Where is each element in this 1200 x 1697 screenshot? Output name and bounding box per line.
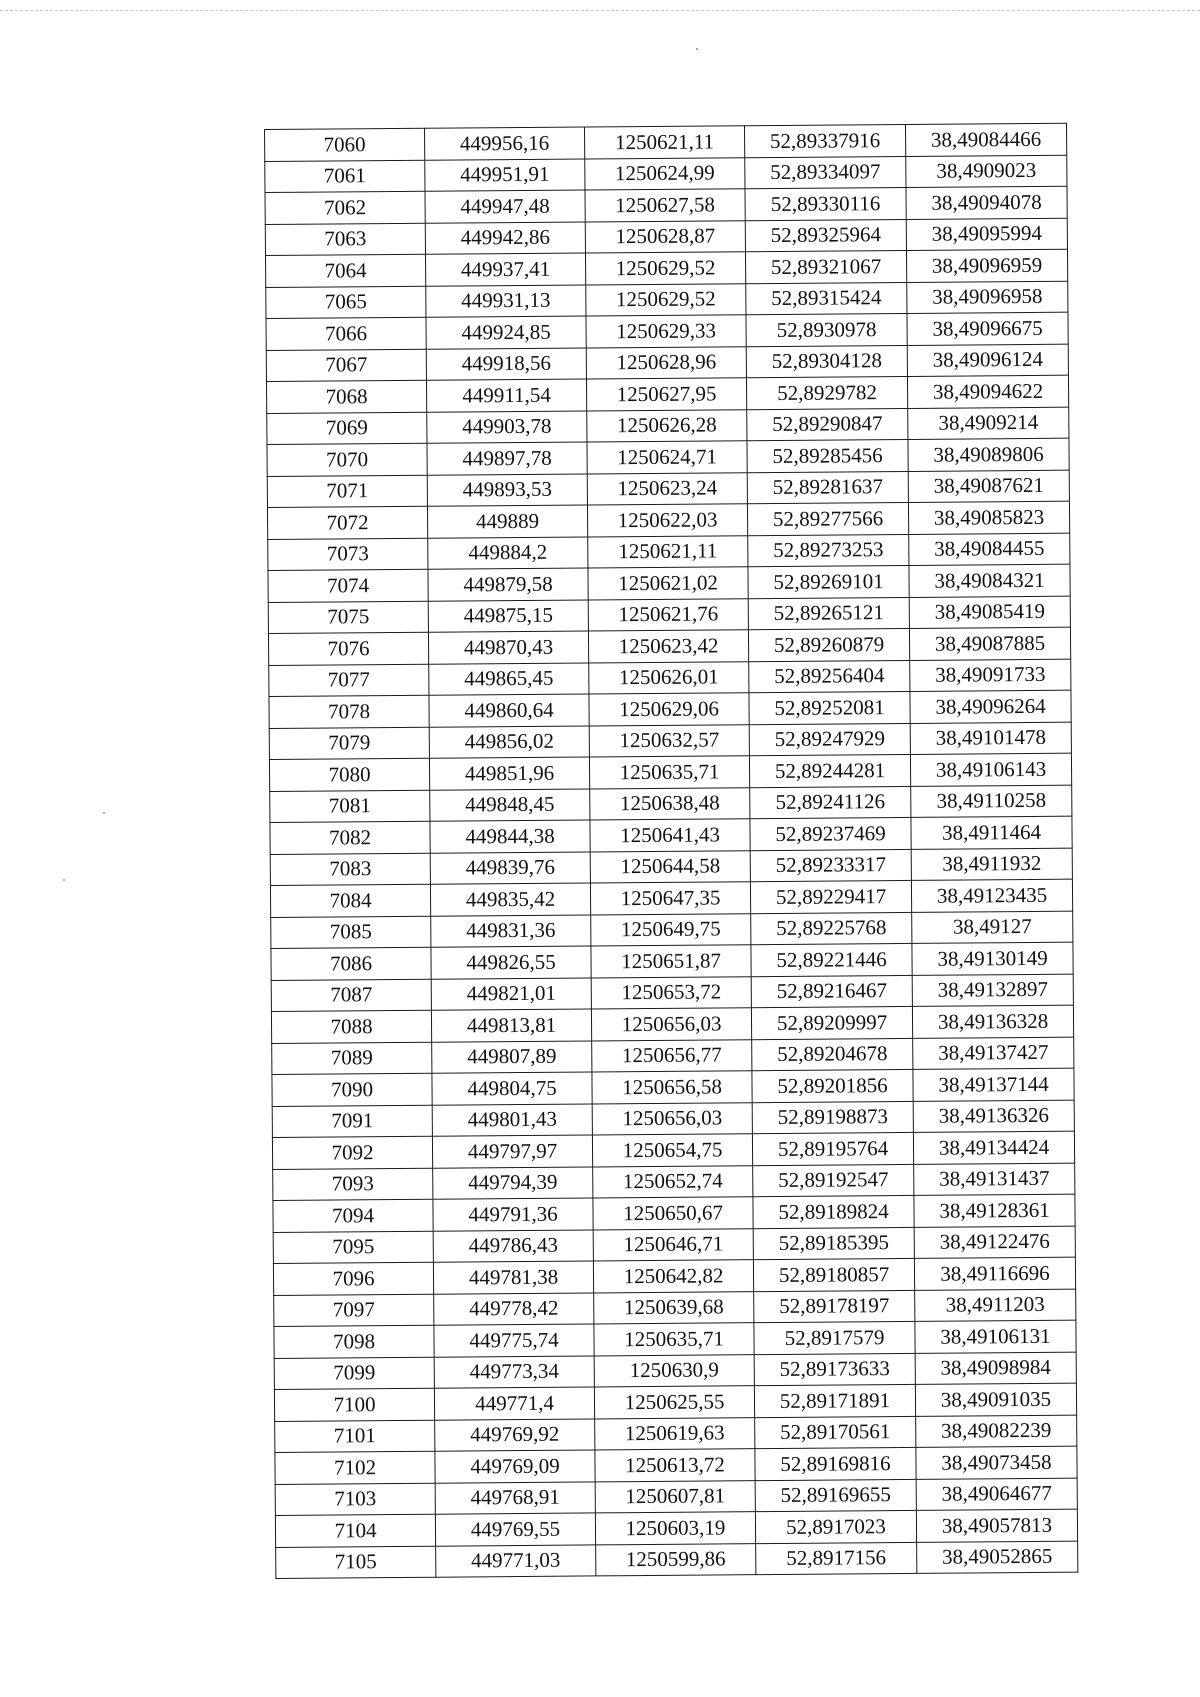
point-number-cell: 7105 [276,1546,436,1579]
y-coordinate-cell: 1250625,55 [594,1386,754,1419]
scan-speck [103,812,105,814]
y-coordinate-cell: 1250613,72 [595,1449,755,1482]
coordinates-table [264,123,1078,1579]
point-number-cell: 7068 [266,380,426,413]
x-coordinate-cell: 449884,2 [428,536,588,569]
latitude-cell: 52,89315424 [746,282,907,315]
y-coordinate-cell: 1250652,74 [593,1165,753,1198]
longitude-cell: 38,49137144 [913,1068,1074,1101]
latitude-cell: 52,89256404 [749,660,910,693]
x-coordinate-cell: 449791,36 [433,1198,593,1231]
longitude-cell: 38,49084321 [909,564,1070,597]
longitude-cell: 38,49089806 [908,438,1069,471]
longitude-cell: 38,49057813 [916,1509,1077,1542]
longitude-cell: 38,49084455 [909,533,1070,566]
latitude-cell: 52,89247929 [749,723,910,756]
latitude-cell: 52,89277566 [747,502,908,535]
latitude-cell: 52,89185395 [753,1227,914,1260]
y-coordinate-cell: 1250627,95 [586,378,746,411]
point-number-cell: 7076 [268,632,428,665]
y-coordinate-cell: 1250624,71 [587,441,747,474]
x-coordinate-cell: 449804,75 [432,1072,592,1105]
x-coordinate-cell: 449771,03 [436,1544,596,1577]
x-coordinate-cell: 449903,78 [427,410,587,443]
x-coordinate-cell: 449893,53 [427,473,587,506]
y-coordinate-cell: 1250621,02 [588,567,748,600]
x-coordinate-cell: 449937,41 [425,253,585,286]
latitude-cell: 52,89265121 [748,597,909,630]
latitude-cell: 52,89201856 [752,1069,913,1102]
longitude-cell: 38,49130149 [912,942,1073,975]
longitude-cell: 38,49064677 [916,1478,1077,1511]
y-coordinate-cell: 1250626,28 [587,409,747,442]
x-coordinate-cell: 449860,64 [429,694,589,727]
point-number-cell: 7083 [270,853,430,886]
y-coordinate-cell: 1250646,71 [593,1228,753,1261]
y-coordinate-cell: 1250621,76 [588,598,748,631]
longitude-cell: 38,49087885 [909,627,1070,660]
x-coordinate-cell: 449942,86 [425,221,585,254]
point-number-cell: 7060 [265,128,425,161]
y-coordinate-cell: 1250624,99 [585,157,745,190]
y-coordinate-cell: 1250656,03 [592,1102,752,1135]
longitude-cell: 38,49073458 [916,1446,1077,1479]
y-coordinate-cell: 1250650,67 [593,1197,753,1230]
x-coordinate-cell: 449773,34 [434,1355,594,1388]
x-coordinate-cell: 449875,15 [428,599,588,632]
x-coordinate-cell: 449794,39 [433,1166,593,1199]
point-number-cell: 7104 [275,1514,435,1547]
x-coordinate-cell: 449947,48 [425,190,585,223]
point-number-cell: 7103 [275,1483,435,1516]
latitude-cell: 52,89178197 [754,1290,915,1323]
latitude-cell: 52,89281637 [747,471,908,504]
latitude-cell: 52,89285456 [747,439,908,472]
latitude-cell: 52,89290847 [747,408,908,441]
point-number-cell: 7086 [271,947,431,980]
x-coordinate-cell: 449951,91 [425,158,585,191]
longitude-cell: 38,49082239 [916,1415,1077,1448]
point-number-cell: 7091 [272,1105,432,1138]
longitude-cell: 38,49094078 [906,186,1067,219]
x-coordinate-cell: 449856,02 [429,725,589,758]
y-coordinate-cell: 1250629,33 [586,315,746,348]
longitude-cell: 38,49087621 [908,470,1069,503]
longitude-cell: 38,49091035 [915,1383,1076,1416]
longitude-cell: 38,49085823 [908,501,1069,534]
latitude-cell: 52,8917156 [756,1542,917,1575]
x-coordinate-cell: 449769,92 [435,1418,595,1451]
longitude-cell: 38,49127 [912,911,1073,944]
x-coordinate-cell: 449911,54 [426,379,586,412]
x-coordinate-cell: 449813,81 [431,1009,591,1042]
point-number-cell: 7101 [275,1420,435,1453]
longitude-cell: 38,49116696 [914,1257,1075,1290]
y-coordinate-cell: 1250628,96 [586,346,746,379]
point-number-cell: 7089 [272,1042,432,1075]
latitude-cell: 52,89334097 [745,156,906,189]
x-coordinate-cell: 449889 [427,505,587,538]
longitude-cell: 38,49136328 [912,1005,1073,1038]
x-coordinate-cell: 449839,76 [430,851,590,884]
latitude-cell: 52,89180857 [753,1258,914,1291]
y-coordinate-cell: 1250607,81 [595,1480,755,1513]
point-number-cell: 7096 [273,1262,433,1295]
table-row [276,1541,1078,1579]
longitude-cell: 38,49052865 [917,1541,1078,1574]
x-coordinate-cell: 449821,01 [431,977,591,1010]
y-coordinate-cell: 1250629,06 [589,693,749,726]
point-number-cell: 7082 [270,821,430,854]
latitude-cell: 52,89209997 [751,1006,912,1039]
x-coordinate-cell: 449769,55 [435,1513,595,1546]
longitude-cell: 38,49096124 [907,344,1068,377]
latitude-cell: 52,89237469 [750,817,911,850]
latitude-cell: 52,89325964 [745,219,906,252]
y-coordinate-cell: 1250638,48 [590,787,750,820]
scan-top-edge [0,10,1200,11]
y-coordinate-cell: 1250656,58 [592,1071,752,1104]
y-coordinate-cell: 1250623,24 [587,472,747,505]
y-coordinate-cell: 1250641,43 [590,819,750,852]
latitude-cell: 52,8917579 [754,1321,915,1354]
x-coordinate-cell: 449879,58 [428,568,588,601]
point-number-cell: 7078 [269,695,429,728]
longitude-cell: 38,49095994 [906,218,1067,251]
x-coordinate-cell: 449835,42 [430,883,590,916]
longitude-cell: 38,49128361 [914,1194,1075,1227]
point-number-cell: 7065 [266,286,426,319]
latitude-cell: 52,89216467 [751,975,912,1008]
point-number-cell: 7061 [265,160,425,193]
y-coordinate-cell: 1250626,01 [589,661,749,694]
latitude-cell: 52,8929782 [746,376,907,409]
x-coordinate-cell: 449865,45 [429,662,589,695]
scan-speck [63,879,65,881]
y-coordinate-cell: 1250653,72 [591,976,751,1009]
latitude-cell: 52,89204678 [752,1038,913,1071]
point-number-cell: 7090 [272,1073,432,1106]
latitude-cell: 52,89169816 [755,1447,916,1480]
point-number-cell: 7094 [273,1199,433,1232]
x-coordinate-cell: 449786,43 [433,1229,593,1262]
x-coordinate-cell: 449897,78 [427,442,587,475]
latitude-cell: 52,89244281 [749,754,910,787]
y-coordinate-cell: 1250628,87 [585,220,745,253]
x-coordinate-cell: 449956,16 [424,127,584,160]
x-coordinate-cell: 449870,43 [428,631,588,664]
latitude-cell: 52,8917023 [755,1510,916,1543]
y-coordinate-cell: 1250635,71 [594,1323,754,1356]
longitude-cell: 38,49137427 [913,1037,1074,1070]
latitude-cell: 52,89221446 [751,943,912,976]
y-coordinate-cell: 1250623,42 [588,630,748,663]
latitude-cell: 52,89170561 [755,1416,916,1449]
longitude-cell: 38,4909023 [906,155,1067,188]
longitude-cell: 38,49101478 [910,722,1071,755]
latitude-cell: 52,89192547 [753,1164,914,1197]
coordinates-table-body [265,123,1078,1578]
point-number-cell: 7077 [269,664,429,697]
x-coordinate-cell: 449769,09 [435,1450,595,1483]
point-number-cell: 7069 [267,412,427,445]
x-coordinate-cell: 449831,36 [431,914,591,947]
x-coordinate-cell: 449807,89 [432,1040,592,1073]
latitude-cell: 52,89195764 [752,1132,913,1165]
point-number-cell: 7062 [265,191,425,224]
y-coordinate-cell: 1250644,58 [590,850,750,883]
latitude-cell: 52,89171891 [754,1384,915,1417]
point-number-cell: 7095 [273,1231,433,1264]
y-coordinate-cell: 1250603,19 [595,1512,755,1545]
x-coordinate-cell: 449924,85 [426,316,586,349]
latitude-cell: 52,89173633 [754,1353,915,1386]
latitude-cell: 52,89260879 [748,628,909,661]
point-number-cell: 7071 [267,475,427,508]
point-number-cell: 7098 [274,1325,434,1358]
x-coordinate-cell: 449844,38 [430,820,590,853]
point-number-cell: 7100 [274,1388,434,1421]
longitude-cell: 38,49106143 [910,753,1071,786]
latitude-cell: 52,89269101 [748,565,909,598]
y-coordinate-cell: 1250642,82 [593,1260,753,1293]
y-coordinate-cell: 1250651,87 [591,945,751,978]
longitude-cell: 38,49122476 [914,1226,1075,1259]
latitude-cell: 52,8930978 [746,313,907,346]
latitude-cell: 52,89229417 [750,880,911,913]
longitude-cell: 38,4911932 [911,848,1072,881]
longitude-cell: 38,4911203 [915,1289,1076,1322]
point-number-cell: 7066 [266,317,426,350]
latitude-cell: 52,89225768 [751,912,912,945]
latitude-cell: 52,89330116 [745,187,906,220]
y-coordinate-cell: 1250654,75 [592,1134,752,1167]
point-number-cell: 7081 [270,790,430,823]
longitude-cell: 38,49096958 [907,281,1068,314]
y-coordinate-cell: 1250619,63 [595,1417,755,1450]
point-number-cell: 7093 [273,1168,433,1201]
y-coordinate-cell: 1250629,52 [585,252,745,285]
longitude-cell: 38,49096959 [906,249,1067,282]
point-number-cell: 7085 [271,916,431,949]
point-number-cell: 7088 [271,1010,431,1043]
y-coordinate-cell: 1250647,35 [590,882,750,915]
point-number-cell: 7080 [269,758,429,791]
latitude-cell: 52,89337916 [744,124,905,157]
y-coordinate-cell: 1250649,75 [591,913,751,946]
point-number-cell: 7072 [267,506,427,539]
latitude-cell: 52,89169655 [755,1479,916,1512]
y-coordinate-cell: 1250627,58 [585,189,745,222]
latitude-cell: 52,89273253 [748,534,909,567]
longitude-cell: 38,49098984 [915,1352,1076,1385]
scan-speck [696,48,698,50]
y-coordinate-cell: 1250621,11 [588,535,748,568]
x-coordinate-cell: 449851,96 [429,757,589,790]
y-coordinate-cell: 1250639,68 [594,1291,754,1324]
x-coordinate-cell: 449778,42 [434,1292,594,1325]
longitude-cell: 38,49096264 [910,690,1071,723]
x-coordinate-cell: 449931,13 [426,284,586,317]
longitude-cell: 38,49134424 [913,1131,1074,1164]
longitude-cell: 38,4909214 [908,407,1069,440]
longitude-cell: 38,49096675 [907,312,1068,345]
longitude-cell: 38,49084466 [905,123,1066,156]
point-number-cell: 7099 [274,1357,434,1390]
point-number-cell: 7092 [272,1136,432,1169]
y-coordinate-cell: 1250632,57 [589,724,749,757]
point-number-cell: 7064 [265,254,425,287]
point-number-cell: 7070 [267,443,427,476]
y-coordinate-cell: 1250599,86 [596,1543,756,1576]
longitude-cell: 38,4911464 [911,816,1072,849]
point-number-cell: 7074 [268,569,428,602]
point-number-cell: 7063 [265,223,425,256]
y-coordinate-cell: 1250622,03 [587,504,747,537]
point-number-cell: 7084 [270,884,430,917]
longitude-cell: 38,49094622 [907,375,1068,408]
x-coordinate-cell: 449801,43 [432,1103,592,1136]
x-coordinate-cell: 449848,45 [430,788,590,821]
y-coordinate-cell: 1250656,77 [592,1039,752,1072]
longitude-cell: 38,49136326 [913,1100,1074,1133]
point-number-cell: 7102 [275,1451,435,1484]
y-coordinate-cell: 1250630,9 [594,1354,754,1387]
longitude-cell: 38,49085419 [909,596,1070,629]
longitude-cell: 38,49110258 [911,785,1072,818]
longitude-cell: 38,49123435 [911,879,1072,912]
longitude-cell: 38,49106131 [915,1320,1076,1353]
latitude-cell: 52,89241126 [750,786,911,819]
latitude-cell: 52,89321067 [745,250,906,283]
x-coordinate-cell: 449781,38 [433,1261,593,1294]
x-coordinate-cell: 449768,91 [435,1481,595,1514]
latitude-cell: 52,89304128 [746,345,907,378]
longitude-cell: 38,49091733 [910,659,1071,692]
point-number-cell: 7067 [266,349,426,382]
point-number-cell: 7097 [274,1294,434,1327]
y-coordinate-cell: 1250621,11 [584,126,744,159]
point-number-cell: 7087 [271,979,431,1012]
y-coordinate-cell: 1250635,71 [589,756,749,789]
y-coordinate-cell: 1250656,03 [591,1008,751,1041]
x-coordinate-cell: 449797,97 [432,1135,592,1168]
x-coordinate-cell: 449775,74 [434,1324,594,1357]
point-number-cell: 7073 [268,538,428,571]
latitude-cell: 52,89252081 [749,691,910,724]
longitude-cell: 38,49132897 [912,974,1073,1007]
point-number-cell: 7079 [269,727,429,760]
x-coordinate-cell: 449771,4 [434,1387,594,1420]
longitude-cell: 38,49131437 [914,1163,1075,1196]
latitude-cell: 52,89189824 [753,1195,914,1228]
latitude-cell: 52,89233317 [750,849,911,882]
x-coordinate-cell: 449826,55 [431,946,591,979]
latitude-cell: 52,89198873 [752,1101,913,1134]
x-coordinate-cell: 449918,56 [426,347,586,380]
y-coordinate-cell: 1250629,52 [586,283,746,316]
point-number-cell: 7075 [268,601,428,634]
